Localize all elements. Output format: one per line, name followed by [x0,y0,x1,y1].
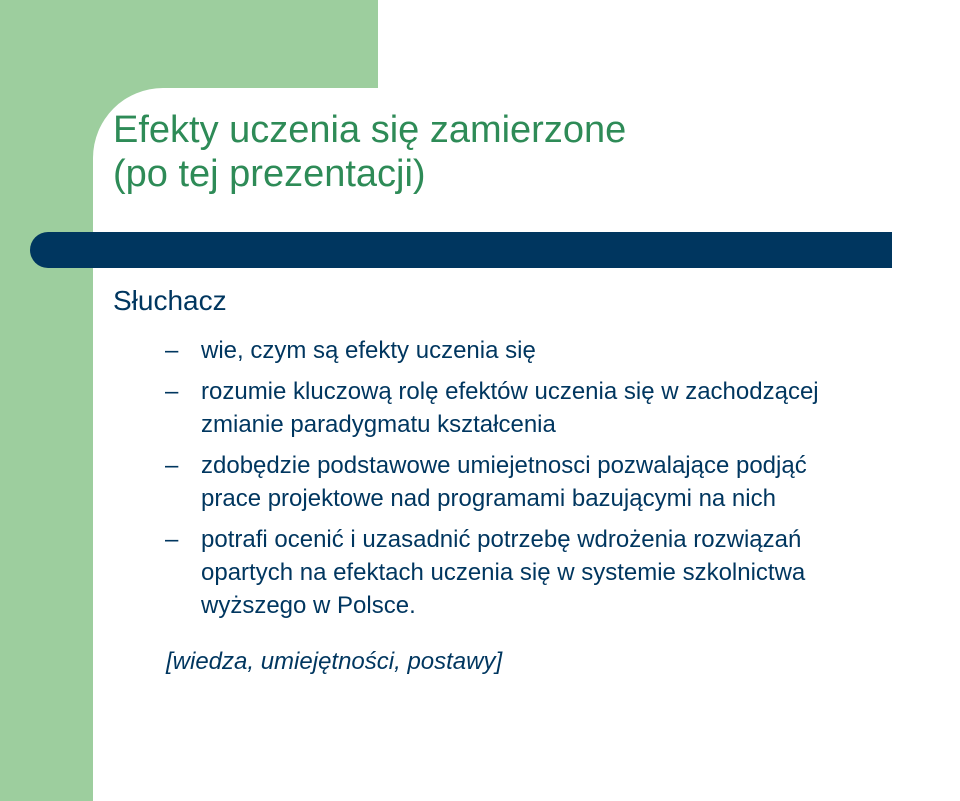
bullet-item-1 [165,334,960,367]
bullet-dash-icon: – [165,378,179,405]
bullet-item-3 [165,449,960,515]
title-underline-bar [30,232,892,268]
slide-title-line-2: (po tej prezentacji) [113,153,426,195]
bullet-text: wyższego w Polsce. [201,592,416,619]
bullet-text: rozumie kluczową rolę efektów uczenia się w zachodzącej [201,378,819,405]
bullet-item-4 [165,523,960,622]
bullet-text: prace projektowe nad programami bazującymi na nich [201,485,776,512]
bullet-text: zdobędzie podstawowe umiejetnosci pozwalające podjąć [201,452,807,479]
slide-title [113,108,626,196]
bullet-dash-icon: – [165,526,179,553]
bullet-text: potrafi ocenić i uzasadnić potrzebę wdrożenia rozwiązań [201,526,802,553]
bullet-list [165,334,960,630]
bullet-dash-icon: – [165,452,179,479]
bullet-dash-icon: – [165,337,179,364]
bullet-item-2 [165,375,960,441]
slide-subtitle: Słuchacz [113,285,227,316]
bullet-text: zmianie paradygmatu kształcenia [201,411,556,438]
bullet-text: wie, czym są efekty uczenia się [201,337,536,364]
slide-title-line-1: Efekty uczenia się zamierzone [113,109,627,151]
footer-note: [wiedza, umiejętności, postawy] [166,648,503,675]
bullet-text: opartych na efektach uczenia się w systemie szkolnictwa [201,559,806,586]
